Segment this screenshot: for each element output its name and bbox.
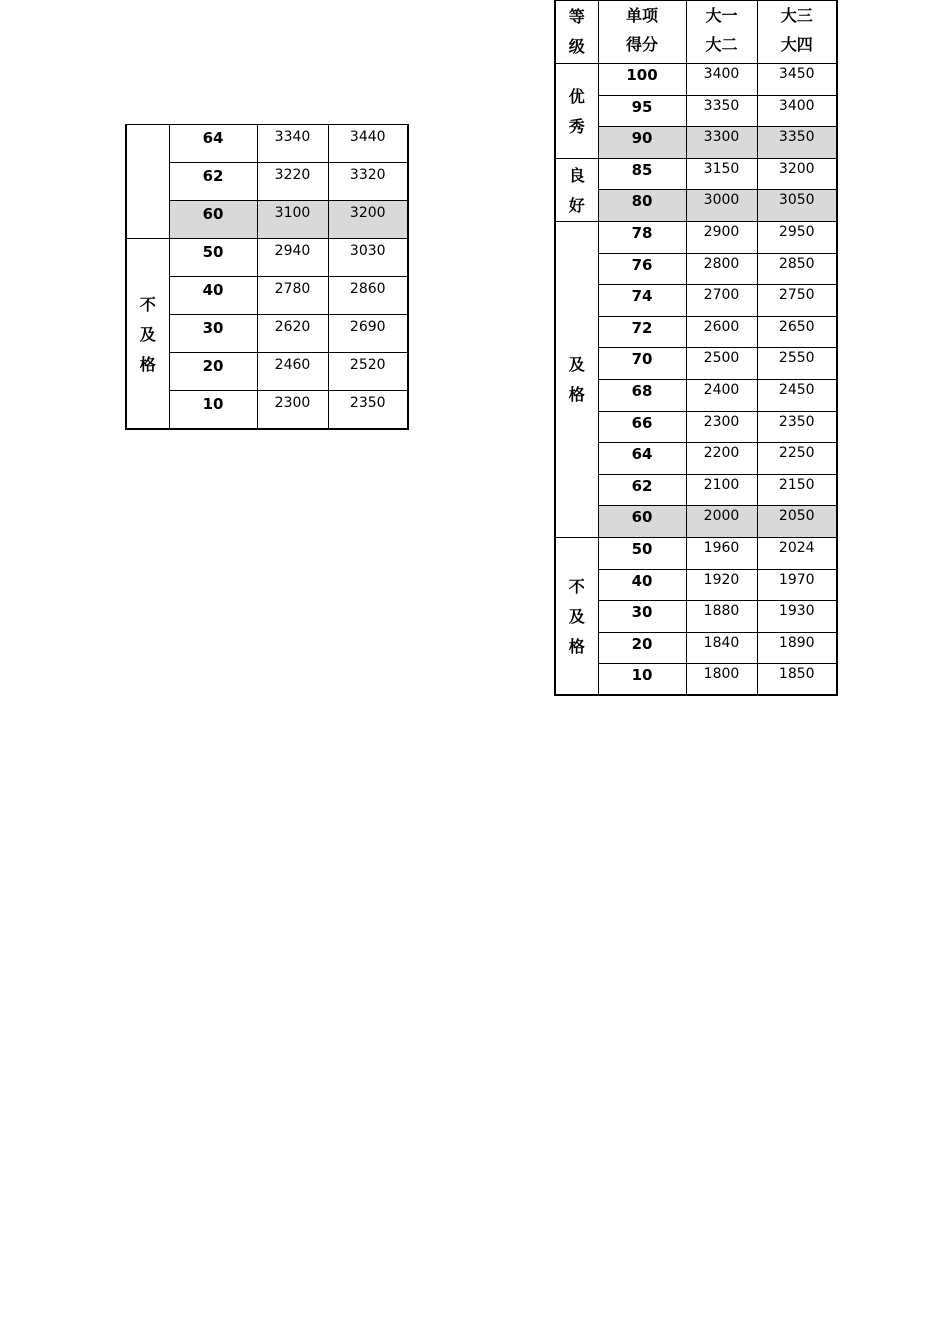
grade-char: 及 (139, 325, 156, 345)
grade-char: 不 (568, 577, 585, 597)
value-cell: 3200 (757, 158, 837, 190)
value-cell: 2550 (757, 348, 837, 380)
grade-char: 良 (568, 165, 585, 185)
value-cell: 2690 (328, 315, 408, 353)
score-cell: 100 (598, 64, 686, 96)
value-cell: 2024 (757, 537, 837, 569)
table-row (555, 253, 837, 285)
table-row (555, 348, 837, 380)
header-col1-label: 大一 大二 (705, 6, 738, 54)
table-row (555, 190, 837, 222)
grade-char: 及 (568, 607, 585, 627)
grade-cell (555, 537, 598, 695)
value-cell: 2150 (757, 474, 837, 506)
grade-cell (126, 125, 169, 239)
value-cell: 2500 (686, 348, 757, 380)
value-cell: 1970 (757, 569, 837, 601)
grade-char: 及 (568, 355, 585, 375)
table-row (555, 474, 837, 506)
value-cell: 2250 (757, 443, 837, 475)
value-cell: 2780 (257, 277, 328, 315)
score-table-right (554, 0, 838, 696)
value-cell: 3200 (328, 201, 408, 239)
grade-cell (555, 64, 598, 159)
value-cell: 3340 (257, 125, 328, 163)
score-cell: 78 (598, 221, 686, 253)
table-row (555, 443, 837, 475)
value-cell: 1850 (757, 664, 837, 696)
score-cell: 40 (598, 569, 686, 601)
value-cell: 3150 (686, 158, 757, 190)
value-cell: 2600 (686, 316, 757, 348)
score-cell: 95 (598, 95, 686, 127)
table-row (555, 411, 837, 443)
value-cell: 3320 (328, 163, 408, 201)
table-row (555, 221, 837, 253)
value-cell: 3030 (328, 239, 408, 277)
table-row (126, 277, 408, 315)
value-cell: 2850 (757, 253, 837, 285)
table-row (555, 127, 837, 159)
score-cell: 30 (169, 315, 257, 353)
table-row (555, 64, 837, 96)
table-row (126, 201, 408, 239)
table-row (555, 95, 837, 127)
grade-char: 好 (568, 195, 585, 215)
table-row (555, 316, 837, 348)
value-cell: 1880 (686, 601, 757, 633)
grade-char: 不 (139, 295, 156, 315)
value-cell: 2800 (686, 253, 757, 285)
score-cell: 40 (169, 277, 257, 315)
value-cell: 3300 (686, 127, 757, 159)
grade-char: 格 (568, 637, 585, 657)
score-cell: 30 (598, 601, 686, 633)
value-cell: 2900 (686, 221, 757, 253)
value-cell: 2350 (328, 391, 408, 429)
score-cell: 70 (598, 348, 686, 380)
value-cell: 3400 (686, 64, 757, 96)
value-cell: 2100 (686, 474, 757, 506)
grade-cell (555, 221, 598, 537)
grade-char: 格 (568, 385, 585, 405)
value-cell: 3350 (686, 95, 757, 127)
value-cell: 3220 (257, 163, 328, 201)
table-row (555, 379, 837, 411)
table-row (555, 664, 837, 696)
score-cell: 20 (598, 632, 686, 664)
score-cell: 62 (169, 163, 257, 201)
score-cell: 62 (598, 474, 686, 506)
score-cell: 50 (169, 239, 257, 277)
score-cell: 76 (598, 253, 686, 285)
grade-cell (555, 158, 598, 221)
table-row (555, 285, 837, 317)
header-score (598, 1, 686, 64)
score-cell: 60 (169, 201, 257, 239)
value-cell: 1920 (686, 569, 757, 601)
score-cell: 20 (169, 353, 257, 391)
score-cell: 74 (598, 285, 686, 317)
grade-char: 优 (568, 86, 585, 106)
table-row (555, 601, 837, 633)
score-cell: 10 (598, 664, 686, 696)
score-cell: 50 (598, 537, 686, 569)
value-cell: 2350 (757, 411, 837, 443)
value-cell: 3350 (757, 127, 837, 159)
table-row (126, 125, 408, 163)
value-cell: 2050 (757, 506, 837, 538)
value-cell: 1840 (686, 632, 757, 664)
header-row (555, 1, 837, 64)
score-cell: 90 (598, 127, 686, 159)
header-col2-label: 大三 大四 (780, 6, 813, 54)
table-row (555, 632, 837, 664)
score-cell: 66 (598, 411, 686, 443)
score-cell: 85 (598, 158, 686, 190)
value-cell: 3450 (757, 64, 837, 96)
value-cell: 1930 (757, 601, 837, 633)
table-row (126, 353, 408, 391)
value-cell: 2620 (257, 315, 328, 353)
value-cell: 2950 (757, 221, 837, 253)
score-cell: 80 (598, 190, 686, 222)
value-cell: 2400 (686, 379, 757, 411)
header-col2 (757, 1, 837, 64)
value-cell: 3100 (257, 201, 328, 239)
value-cell: 2650 (757, 316, 837, 348)
table-row (126, 391, 408, 429)
value-cell: 2520 (328, 353, 408, 391)
header-col1 (686, 1, 757, 64)
value-cell: 2200 (686, 443, 757, 475)
value-cell: 2000 (686, 506, 757, 538)
value-cell: 3440 (328, 125, 408, 163)
table-row (126, 239, 408, 277)
table-row (555, 506, 837, 538)
header-grade-label: 等 级 (568, 7, 585, 56)
value-cell: 2860 (328, 277, 408, 315)
grade-char: 格 (139, 355, 156, 375)
value-cell: 2940 (257, 239, 328, 277)
header-score-label: 单项 得分 (625, 6, 658, 54)
header-grade (555, 1, 598, 64)
value-cell: 2300 (686, 411, 757, 443)
table-row (555, 537, 837, 569)
value-cell: 3400 (757, 95, 837, 127)
score-table-left (125, 124, 409, 430)
table-row (126, 163, 408, 201)
table-row (555, 158, 837, 190)
value-cell: 1800 (686, 664, 757, 696)
value-cell: 3050 (757, 190, 837, 222)
table-row (555, 569, 837, 601)
value-cell: 1890 (757, 632, 837, 664)
score-cell: 64 (169, 125, 257, 163)
value-cell: 2460 (257, 353, 328, 391)
value-cell: 3000 (686, 190, 757, 222)
value-cell: 2300 (257, 391, 328, 429)
score-cell: 10 (169, 391, 257, 429)
score-cell: 68 (598, 379, 686, 411)
grade-cell (126, 239, 169, 429)
score-cell: 72 (598, 316, 686, 348)
score-cell: 60 (598, 506, 686, 538)
value-cell: 2750 (757, 285, 837, 317)
value-cell: 2450 (757, 379, 837, 411)
value-cell: 2700 (686, 285, 757, 317)
score-cell: 64 (598, 443, 686, 475)
table-row (126, 315, 408, 353)
grade-char: 秀 (568, 116, 585, 136)
value-cell: 1960 (686, 537, 757, 569)
